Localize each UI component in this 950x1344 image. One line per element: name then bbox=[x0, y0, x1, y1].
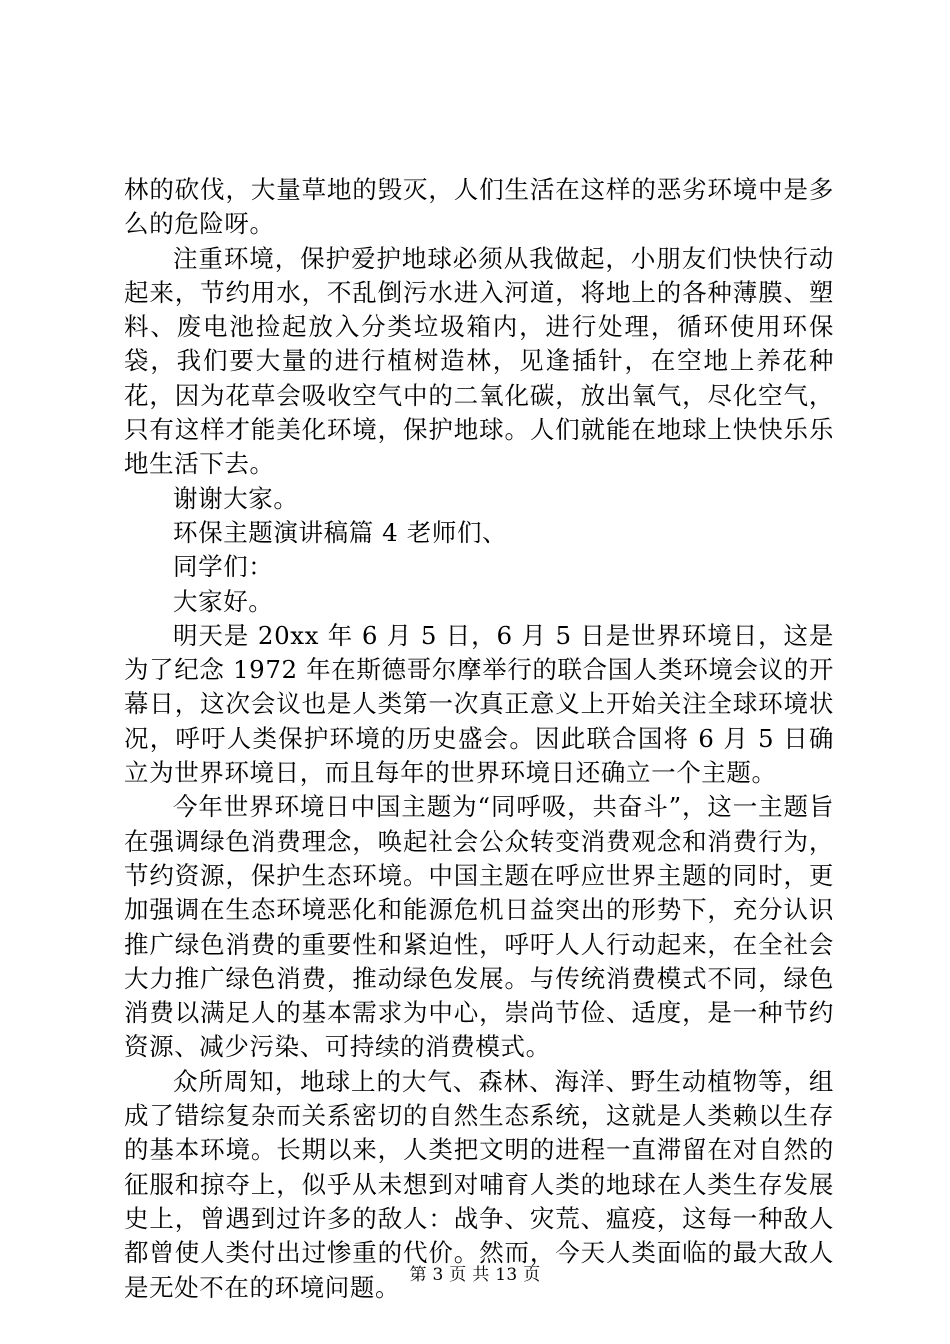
page-footer: 第 3 页 共 13 页 bbox=[409, 1265, 541, 1285]
paragraph: 谢谢大家。 bbox=[173, 483, 299, 513]
paragraph: 大家好。 bbox=[173, 586, 274, 616]
paragraph: 环保主题演讲稿篇 4 老师们、 bbox=[173, 517, 508, 547]
paragraph: 林的砍伐，大量草地的毁灭，人们生活在这样的恶劣环境中是多么的危险呀。 bbox=[124, 175, 834, 239]
paragraph: 注重环境，保护爱护地球必须从我做起，小朋友们快快行动起来，节约用水，不乱倒污水进入河道，将地上的各种薄膜、塑料、废电池捡起放入分类垃圾箱内，进行处理，循环使用环保袋，我们要大量的进行植树造林，见逢插针，在空地上养花种花，因为花草会吸收空气中的二氧化碳，放出氧气，尽化空气，只有这样才能美化环境，保护地球。人们就能在地球上快快乐乐地生活下去。 bbox=[124, 243, 834, 479]
paragraph: 明天是 20xx 年 6 月 5 日，6 月 5 日是世界环境日，这是为了纪念 1972 年在斯德哥尔摩举行的联合国人类环境会议的开幕日，这次会议也是人类第一次真正意义上开始关注全球环境状况，呼吁人类保护环境的历史盛会。因此联合国将 6 月 5 日确立为世界环境日，而且每年的世界环境日还确立一个主题。 bbox=[124, 620, 834, 788]
paragraph: 众所周知，地球上的大气、森林、海洋、野生动植物等，组成了错综复杂而关系密切的自然生态系统，这就是人类赖以生存的基本环境。长期以来，人类把文明的进程一直滞留在对自然的征服和掠夺上，似乎从未想到对哺育人类的地球在人类生存发展史上，曾遇到过许多的敌人：战争、灾荒、瘟疫，这每一种敌人都曾使人类付出过惨重的代价。然而，今天人类面临的最大敌人是无处不在的环境问题。 bbox=[124, 1066, 834, 1302]
document-body bbox=[124, 173, 834, 1305]
paragraph: 今年世界环境日中国主题为“同呼吸，共奋斗”，这一主题旨在强调绿色消费理念，唤起社会公众转变消费观念和消费行为，节约资源，保护生态环境。中国主题在呼应世界主题的同时，更加强调在生态环境恶化和能源危机日益突出的形势下，充分认识推广绿色消费的重要性和紧迫性，呼吁人人行动起来，在全社会大力推广绿色消费，推动绿色发展。与传统消费模式不同，绿色消费以满足人的基本需求为中心，崇尚节俭、适度，是一种节约资源、减少污染、可持续的消费模式。 bbox=[124, 792, 834, 1062]
paragraph: 同学们： bbox=[173, 552, 274, 582]
